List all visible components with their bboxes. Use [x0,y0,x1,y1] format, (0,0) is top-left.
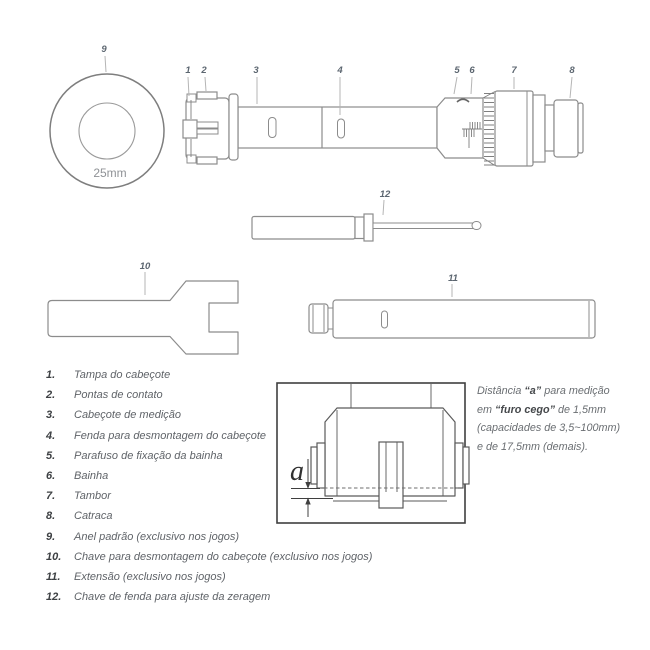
screwdriver-shaft [373,223,473,229]
note-text: Distância [477,385,525,397]
legend-item-number: 1. [46,369,56,382]
ratchet-neck [545,105,554,151]
legend-item-text: Extensão (exclusivo nos jogos) [74,570,226,583]
legend-item-number: 6. [46,470,56,483]
callout-12-leader [383,200,384,215]
ring-size-label: 25mm [93,166,127,180]
note-line-4: e de 17,5mm (demais). [477,440,589,453]
callout-6-number: 6 [469,65,475,76]
legend-item-6 [46,466,346,486]
legend-item-text: Chave de fenda para ajuste da zeragem [74,591,271,604]
legend-item-10 [46,547,373,567]
callout-9 [101,44,107,72]
screwdriver-collar1 [355,217,364,239]
legend-item-12 [46,587,346,607]
thimble-knurl-hatch [484,94,494,166]
ratchet-body [554,100,578,157]
head-bottom-notch [187,155,196,163]
contact-point-side-bar2 [197,129,218,134]
wrench-outline [48,281,238,354]
detail-contact-right-tip [463,447,469,484]
legend-item-text: Catraca [74,510,113,523]
legend-item-9 [46,527,346,547]
contact-point-bottom [197,157,217,164]
legend-item-number: 12. [46,591,62,604]
detail-contact-right [455,443,463,488]
screwdriver-drawing [252,189,481,241]
callout-9-leader [105,56,106,72]
extension-drawing [309,273,595,338]
legend-item-number: 11. [46,570,61,583]
legend-item-text: Chave para desmontagem do cabeçote (exclusivo nos jogos) [74,550,373,563]
callout-6-leader [471,77,472,94]
note-line-2 [477,401,647,420]
screwdriver-handle [252,217,355,240]
note-bold-furo-cego: “furo cego” [495,403,555,416]
callout-12-number: 12 [379,189,391,200]
dimension-a-label: a [290,456,304,487]
legend-item-11 [46,567,346,587]
callout-3-number: 3 [253,65,259,76]
callout-4-number: 4 [337,65,343,76]
legend-item-text: Anel padrão (exclusivo nos jogos) [74,530,240,543]
tube-slot-left [269,118,277,138]
screwdriver-tip [472,222,481,230]
legend-item-number: 8. [46,510,56,523]
sleeve [437,98,483,158]
legend-item-2 [46,385,346,405]
callout-2-number: 2 [201,65,207,76]
legend-item-3 [46,405,346,425]
contact-point-side-base [183,120,197,138]
measuring-head [183,92,238,164]
legend-item-number: 3. [46,409,56,422]
legend-item-number: 4. [46,429,56,442]
legend-item-number: 9. [46,530,56,543]
callout-1-leader [188,77,189,96]
legend-item-text: Fenda para desmontagem do cabeçote [74,429,267,442]
callout-9-number: 9 [101,44,107,55]
detail-contact-center [379,442,403,508]
head-top-notch [187,94,196,102]
callout-10-number: 10 [139,261,151,272]
extension-connector [309,304,328,333]
legend-item-text: Tambor [74,490,111,503]
ratchet-end-lip [578,103,583,153]
legend-item-text: Bainha [74,470,109,483]
screwdriver-collar2 [364,214,373,241]
parts-legend [46,365,373,607]
legend-item-5 [46,446,346,466]
legend-item-number: 2. [46,389,56,402]
legend-item-text: Tampa do cabeçote [74,369,171,382]
callout-8-number: 8 [569,65,575,76]
legend-item-text: Parafuso de fixação da bainha [74,449,223,462]
micrometer-drawing [183,65,583,166]
legend-item-7 [46,486,346,506]
callout-7-number: 7 [511,65,517,76]
ring-standard-drawing [50,74,164,188]
legend-item-4 [46,426,346,446]
contact-point-side-bar1 [197,122,218,128]
head-collar [229,94,238,160]
thimble-ring [533,95,545,162]
callout-1-number: 1 [185,65,191,76]
legend-item-text: Pontas de contato [74,389,163,402]
legend-item-number: 10. [46,550,62,563]
contact-point-top [197,92,217,99]
callout-8-leader [570,77,572,98]
callout-2-leader [205,77,206,91]
measurement-note [477,382,647,456]
legend-item-8 [46,506,346,526]
note-text: para medição [541,385,610,397]
ring-inner-circle [79,103,135,159]
extension-slot [382,311,388,328]
wrench-drawing [48,261,238,354]
note-line-1 [477,382,647,401]
note-text: em [477,403,495,416]
callout-5-number: 5 [454,65,460,76]
legend-item-number: 5. [46,449,56,462]
extension-tube [333,300,595,338]
note-line-3: (capacidades de 3,5~100mm) [477,422,621,435]
tube-slot-right [338,119,345,138]
note-text: de 1,5mm [554,403,606,416]
callout-5-leader [454,77,457,94]
note-bold-a: “a” [524,385,542,397]
legend-item-1 [46,365,346,385]
thimble-and-ratchet [483,91,583,166]
legend-item-text: Cabeçote de medição [74,409,182,422]
extension-neck [328,308,333,329]
legend-item-number: 7. [46,490,56,503]
callout-11-number: 11 [448,273,458,284]
sleeve-body [437,98,483,158]
